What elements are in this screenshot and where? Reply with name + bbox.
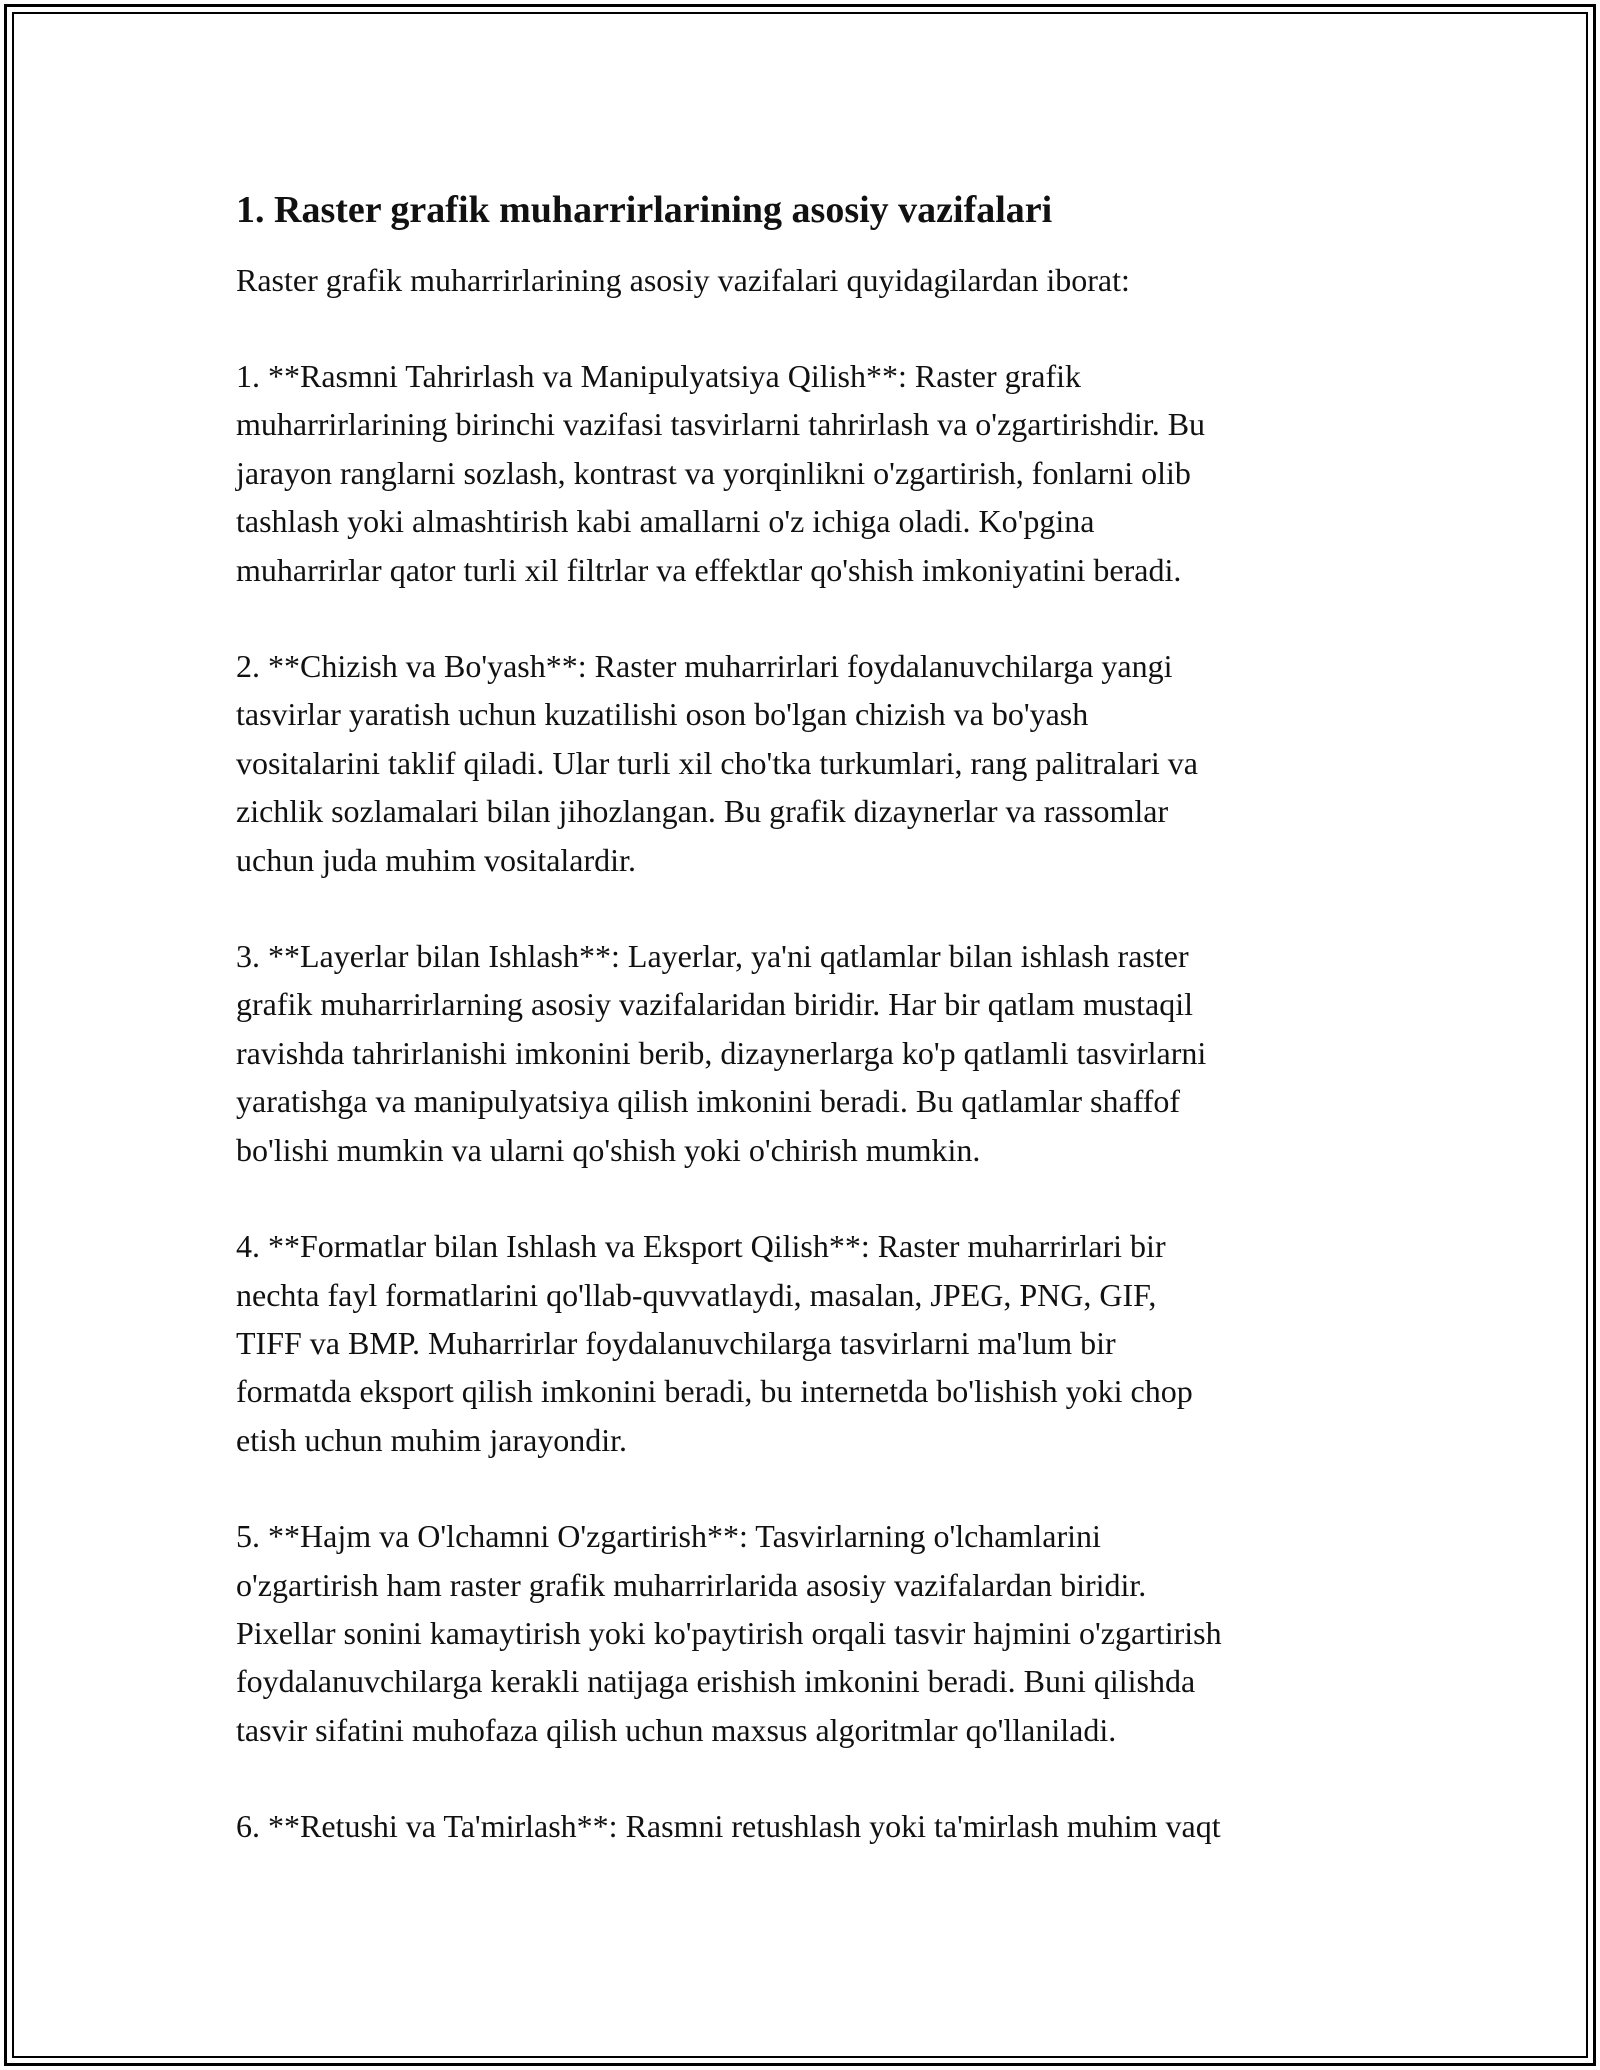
list-item-4: 4. **Formatlar bilan Ishlash va Eksport Qilish**: Raster muharrirlari bir nechta fayl formatlarini qo'llab-quvvatlaydi, masalan, JPEG, PNG, GIF, TIFF va BMP. Muharrirlar foydalanuvchilarga tasvirlarni ma'lum bir formatda eksport qilish imkonini beradi, bu internetda bo'lishish yoki chop etish uchun muhim jarayondir.	[236, 1228, 1193, 1458]
list-item-6: 6. **Retushi va Ta'mirlash**: Rasmni retushlash yoki ta'mirlash muhim vaqt	[236, 1808, 1221, 1845]
section-heading: 1. Raster grafik muharrirlarining asosiy vazifalari	[236, 189, 1053, 231]
intro-paragraph: Raster grafik muharrirlarining asosiy vazifalari quyidagilardan iborat:	[236, 262, 1130, 298]
list-item-1: 1. **Rasmni Tahrirlash va Manipulyatsiya Qilish**: Raster grafik muharrirlarining birinchi vazifasi tasvirlarni tahrirlash va o'zgartirishdir. Bu jarayon ranglarni sozlash, kontrast va yorqinlikni o'zgartirish, fonlarni olib tashlash yoki almashtirish kabi amallarni o'z ichiga oladi. Ko'pgina muharrirlar qator turli xil filtrlar va effektlar qo'shish imkoniyatini beradi.	[236, 358, 1206, 588]
list-item-2: 2. **Chizish va Bo'yash**: Raster muharrirlari foydalanuvchilarga yangi tasvirlar yaratish uchun kuzatilishi oson bo'lgan chizish va bo'yash vositalarini taklif qiladi. Ular turli xil cho'tka turkumlari, rang palitralari va zichlik sozlamalari bilan jihozlangan. Bu grafik dizaynerlar va rassomlar uchun juda muhim vositalardir.	[236, 648, 1198, 878]
list-item-5: 5. **Hajm va O'lchamni O'zgartirish**: Tasvirlarning o'lchamlarini o'zgartirish ham raster grafik muharrirlarida asosiy vazifalardan biridir. Pixellar sonini kamaytirish yoki ko'paytirish orqali tasvir hajmini o'zgartirish foydalanuvchilarga kerakli natijaga erishish imkonini beradi. Buni qilishda tasvir sifatini muhofaza qilish uchun maxsus algoritmlar qo'llaniladi.	[236, 1518, 1222, 1748]
list-item-3: 3. **Layerlar bilan Ishlash**: Layerlar, ya'ni qatlamlar bilan ishlash raster grafik muharrirlarning asosiy vazifalaridan biridir. Har bir qatlam mustaqil ravishda tahrirlanishi imkonini berib, dizaynerlarga ko'p qatlamli tasvirlarni yaratishga va manipulyatsiya qilish imkonini beradi. Bu qatlamlar shaffof bo'lishi mumkin va ularni qo'shish yoki o'chirish mumkin.	[236, 938, 1207, 1168]
document-body	[236, 186, 1386, 1899]
